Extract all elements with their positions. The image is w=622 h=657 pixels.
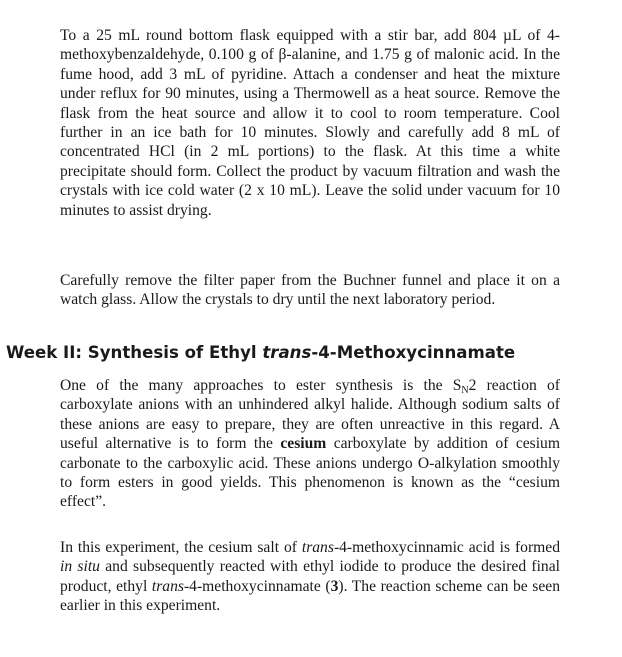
intro-text-1: One of the many approaches to ester synthesis is the S	[60, 377, 462, 394]
intro-bold-cesium: cesium	[280, 435, 327, 453]
exp-bold-compound: 3	[330, 577, 339, 595]
exp-text-4: -4-methoxycinnamate (	[183, 577, 331, 595]
procedure-paragraph-1: To a 25 mL round bottom flask equipped with a stir bar, add 804 µL of 4-methoxybenzaldehyde, 0.100 g of β-alanine, and 1.75 g of malonic acid. In the fume hood, add 3 mL of pyridine. Attach a condenser and heat the mixture under reflux for 90 minutes, using a Thermowell as a heat source. Remove the flask from the heat source and allow it to cool to room temperature. Cool further in an ice bath for 10 minutes. Slowly and carefully add 8 mL of concentrated HCl (in 2 mL portions) to the flask. At this time a white precipitate should form. Collect the product by vacuum filtration and wash the crystals with ice cold water (2 x 10 mL). Leave the solid under vacuum for 10 minutes to assist drying.	[60, 27, 560, 219]
sn2-subscript: N	[461, 385, 469, 396]
exp-text-3: and subsequently reacted with ethyl iodide to produce the desired final product, ethyl	[60, 558, 560, 595]
heading-italic: trans	[262, 343, 312, 362]
intro-text-3: carboxylate by addition of cesium carbonate to the carboxylic acid. These anions undergo O-alkylation smoothly to form esters in good yields. This phenomenon is known as the “cesium effect”.	[60, 435, 560, 511]
exp-text-1: In this experiment, the cesium salt of	[60, 539, 302, 556]
exp-italic-2: in situ	[60, 558, 100, 576]
heading-suffix: -4-Methoxycinnamate	[311, 343, 516, 362]
intro-paragraph	[60, 376, 560, 512]
exp-italic-3: trans	[151, 577, 184, 595]
procedure-paragraph-2: Carefully remove the filter paper from the Buchner funnel and place it on a watch glass. Allow the crystals to dry until the next laboratory period.	[60, 272, 560, 309]
exp-italic-1: trans	[301, 539, 334, 556]
exp-text-2: -4-methoxycinnamic acid is formed	[333, 539, 560, 556]
section-heading-week-2	[6, 342, 515, 364]
heading-prefix: Week II: Synthesis of Ethyl	[6, 343, 263, 362]
intro-text-2: 2 reaction of carboxylate anions with an unhindered alkyl halide. Although sodium salts of these anions are easy to prepare, they are often unreactive in this regard. A useful alternative is to form the	[60, 377, 560, 453]
exp-text-5: ). The reaction scheme can be seen earlier in this experiment.	[60, 577, 560, 615]
experiment-paragraph	[60, 538, 560, 616]
